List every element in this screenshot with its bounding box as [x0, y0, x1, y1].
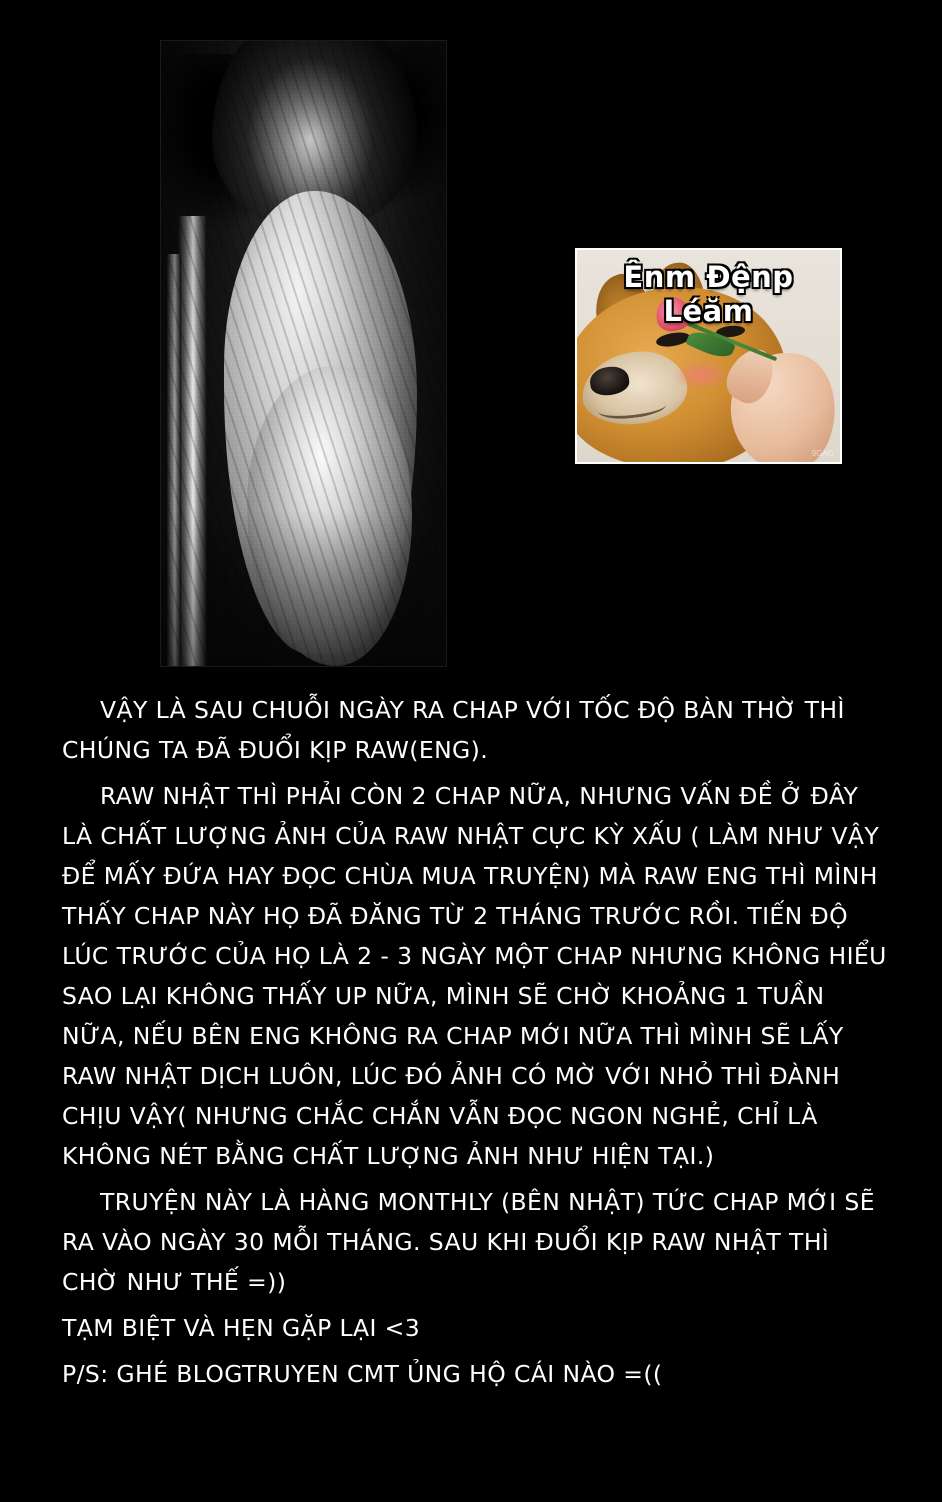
- meme-watermark: 9GAG: [811, 449, 834, 458]
- dog-blush: [672, 360, 730, 390]
- translator-note: [62, 690, 892, 1400]
- meme-caption-text: Ênm Đệnp Léăm: [623, 260, 794, 328]
- note-farewell: TẠM BIỆT VÀ HẸN GẶP LẠI <3: [62, 1314, 421, 1342]
- panel-shading: [161, 41, 446, 666]
- note-paragraph: VẬY LÀ SAU CHUỖI NGÀY RA CHAP VỚI TỐC ĐỘ BÀN THỜ THÌ CHÚNG TA ĐÃ ĐUỔI KỊP RAW(ENG).: [62, 696, 845, 764]
- note-paragraph: RAW NHẬT THÌ PHẢI CÒN 2 CHAP NỮA, NHƯNG VẤN ĐỀ Ở ĐÂY LÀ CHẤT LƯỢNG ẢNH CỦA RAW NHẬT CỰC KỲ XẤU ( LÀM NHƯ VẬY ĐỂ MẤY ĐỨA HAY ĐỌC CHÙA MUA TRUYỆN) MÀ RAW ENG THÌ MÌNH THẤY CHAP NÀY HỌ ĐÃ ĐĂNG TỪ 2 THÁNG TRƯỚC RỒI. TIẾN ĐỘ LÚC TRƯỚC CỦA HỌ LÀ 2 - 3 NGÀY MỘT CHAP NHƯNG KHÔNG HIỂU SAO LẠI KHÔNG THẤY UP NỮA, MÌNH SẼ CHỜ KHOẢNG 1 TUẦN NỮA, NẾU BÊN ENG KHÔNG RA CHAP MỚI NỮA THÌ MÌNH SẼ LẤY RAW NHẬT DỊCH LUÔN, LÚC ĐÓ ẢNH CÓ MỜ VỚI NHỎ THÌ ĐÀNH CHỊU VẬY( NHƯNG CHẮC CHẮN VẪN ĐỌC NGON NGHẺ, CHỈ LÀ KHÔNG NÉT BẰNG CHẤT LƯỢNG ẢNH NHƯ HIỆN TẠI.): [62, 782, 887, 1170]
- meme-image: [575, 248, 842, 464]
- note-postscript: P/S: GHÉ BLOGTRUYEN CMT ỦNG HỘ CÁI NÀO =((: [62, 1360, 663, 1388]
- manga-panel-artwork: [160, 40, 447, 667]
- note-paragraph: TRUYỆN NÀY LÀ HÀNG MONTHLY (BÊN NHẬT) TỨC CHAP MỚI SẼ RA VÀO NGÀY 30 MỖI THÁNG. SAU KHI ĐUỔI KỊP RAW NHẬT THÌ CHỜ NHƯ THẾ =)): [62, 1188, 875, 1296]
